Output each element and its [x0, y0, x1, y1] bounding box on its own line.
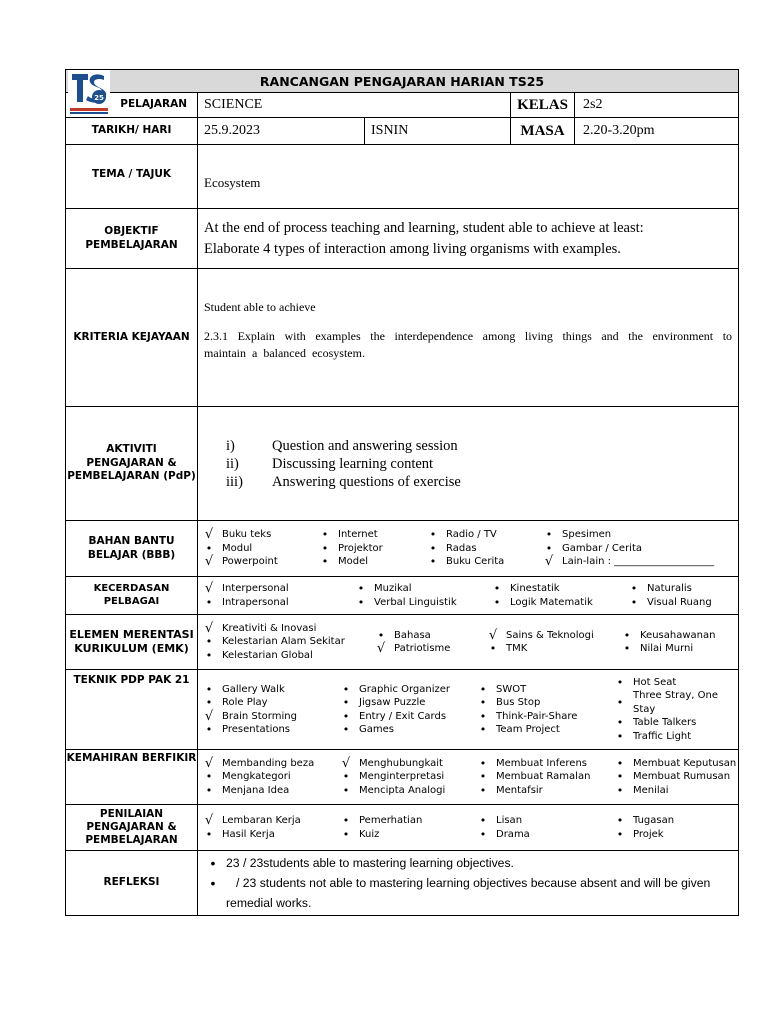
option-label: Internet [338, 529, 378, 541]
kriteria-label: KRITERIA KEJAYAAN [66, 269, 198, 407]
teknik-column [198, 683, 335, 737]
option-label: Entry / Exit Cards [359, 710, 447, 722]
bullet-icon: • [479, 827, 487, 841]
option-item [202, 828, 335, 842]
emk-column [482, 629, 616, 656]
bullet-icon: • [630, 595, 638, 609]
option-item [476, 828, 609, 842]
tema-row [66, 145, 739, 209]
option-label: Hot Seat [633, 676, 677, 688]
checkmark-icon: √ [204, 581, 214, 596]
date-value: 25.9.2023 [198, 118, 365, 145]
option-label: Intrapersonal [222, 596, 289, 608]
option-label: Kelestarian Global [222, 649, 313, 661]
option-item [202, 582, 350, 596]
kecerdasan-column [198, 582, 350, 609]
option-item [339, 757, 472, 771]
option-label: Gallery Walk [222, 683, 285, 695]
option-label: Menilai [633, 784, 669, 796]
option-item [490, 596, 623, 610]
school-logo [68, 70, 110, 116]
option-label: Membuat Inferens [496, 757, 587, 769]
kriteria-cell [198, 269, 739, 407]
penilaian-column [335, 814, 472, 841]
teknik-options [198, 670, 739, 750]
option-label: Pemerhatian [359, 815, 423, 826]
option-item [613, 770, 754, 784]
option-label: Kreativiti & Inovasi [222, 622, 317, 634]
kecerdasan-column [486, 582, 623, 609]
option-label: Bahasa [394, 629, 431, 641]
option-item [476, 757, 609, 771]
option-label: Keusahawanan [640, 629, 716, 641]
bullet-icon: • [479, 770, 487, 784]
bullet-icon: • [616, 696, 624, 709]
aktiviti-item: ii) Discussing learning content [226, 455, 434, 472]
bullet-icon: • [357, 595, 365, 609]
teknik-label: TEKNIK PDP PAK 21 [66, 670, 198, 750]
option-label: Radio / TV [446, 529, 497, 541]
option-item [202, 723, 335, 737]
option-item [202, 696, 335, 710]
checkmark-icon: √ [544, 554, 554, 570]
kecerdasan-column [623, 582, 754, 609]
option-item [339, 828, 472, 842]
bullet-icon: • [616, 756, 624, 770]
option-item [476, 696, 609, 710]
option-label: TMK [506, 643, 528, 654]
option-item [620, 642, 754, 656]
tema-value: Ecosystem [198, 145, 739, 209]
bullet-icon: • [205, 827, 213, 841]
option-item [613, 689, 754, 716]
option-label: Lembaran Kerja [222, 815, 301, 826]
refleksi-line: • 23 / 23students able to mastering learning objectives. [200, 853, 738, 873]
penilaian-columns [198, 814, 738, 841]
bullet-icon: • [429, 528, 437, 542]
tarikh-label: TARIKH/ HARI [66, 118, 198, 145]
option-label: Kelestarian Alam Sekitar [222, 636, 345, 648]
option-label: Buku Cerita [446, 556, 505, 568]
bullet-icon: • [616, 783, 624, 797]
option-label: Model [338, 556, 369, 568]
bbb-column [198, 528, 314, 569]
penilaian-options [198, 805, 739, 851]
option-label: Three Stray, One Stay [633, 690, 718, 715]
bbb-column [314, 528, 422, 569]
option-item [202, 683, 335, 697]
bullet-icon: • [205, 682, 213, 696]
tarikh-row [66, 118, 739, 145]
bullet-icon: • [321, 555, 329, 569]
option-label: Gambar / Cerita [562, 542, 643, 554]
bullet-icon: • [342, 814, 350, 827]
option-item [339, 723, 472, 737]
option-label: Drama [496, 828, 530, 840]
bullet-icon: • [210, 875, 216, 891]
bullet-icon: • [342, 783, 350, 797]
option-label: Presentations [222, 724, 291, 735]
kelas-value: 2s2 [575, 93, 739, 118]
bullet-icon: • [205, 635, 213, 649]
kemahiran-column [198, 757, 335, 798]
kriteria-row [66, 269, 739, 407]
checkmark-icon: √ [376, 641, 386, 656]
option-label: Muzikal [374, 583, 412, 594]
refleksi-row [66, 851, 739, 916]
option-item [476, 770, 609, 784]
bbb-columns [198, 521, 738, 576]
option-item [354, 596, 486, 610]
penilaian-row [66, 805, 739, 851]
option-item [202, 555, 314, 569]
option-item [627, 596, 754, 610]
option-item [339, 683, 472, 697]
kecerdasan-row [66, 577, 739, 615]
logo-number: 25 [94, 94, 104, 102]
option-label: Games [359, 724, 394, 735]
bbb-column [422, 528, 538, 569]
aktiviti-item: i) Question and answering session [226, 437, 458, 454]
bullet-icon: • [489, 642, 497, 655]
option-label: Verbal Linguistik [374, 596, 457, 608]
option-item [339, 770, 472, 784]
option-label: Patriotisme [394, 643, 451, 654]
bullet-icon: • [493, 582, 501, 595]
option-label: Sains & Teknologi [506, 629, 594, 641]
option-label: Membanding beza [222, 757, 315, 769]
option-item [542, 528, 742, 542]
option-item [627, 582, 754, 596]
pelajaran-label: PELAJARAN [66, 93, 198, 118]
option-item [202, 710, 335, 724]
option-item [202, 635, 370, 649]
option-item [202, 649, 370, 663]
bullet-icon: • [357, 582, 365, 595]
aktiviti-list [198, 407, 739, 521]
refleksi-line: • / 23 students not able to mastering learning objectives because absent and will be given [200, 873, 738, 893]
bullet-icon: • [205, 723, 213, 736]
option-label: Nilai Murni [640, 643, 694, 654]
option-label: Spesimen [562, 529, 612, 541]
checkmark-icon: √ [341, 755, 351, 771]
option-label: Radas [446, 542, 477, 554]
option-item [202, 528, 314, 542]
bullet-icon: • [205, 648, 213, 662]
option-item [354, 582, 486, 596]
option-item [374, 642, 482, 656]
checkmark-icon: √ [204, 755, 214, 771]
option-item [426, 528, 538, 542]
option-item [490, 582, 623, 596]
option-item [476, 723, 609, 737]
bullet-icon: • [545, 528, 553, 542]
bullet-icon: • [616, 716, 624, 730]
objektif-cell [198, 209, 739, 269]
teknik-column [472, 683, 609, 737]
bullet-icon: • [205, 595, 213, 609]
checkmark-icon: √ [488, 627, 498, 643]
teknik-column [609, 676, 754, 744]
objektif-line-1: At the end of process teaching and learning, student able to achieve at least: [204, 219, 644, 236]
bullet-icon: • [479, 783, 487, 797]
option-item [613, 716, 754, 730]
bullet-icon: • [377, 628, 385, 642]
bullet-icon: • [321, 541, 329, 555]
option-item [613, 730, 754, 744]
aktiviti-label: AKTIVITI PENGAJARAN & PEMBELAJARAN (PdP) [66, 407, 198, 521]
kecerdasan-columns [198, 582, 738, 609]
option-item [613, 828, 754, 842]
bullet-icon: • [616, 729, 624, 743]
kecerdasan-column [350, 582, 486, 609]
option-label: Team Project [496, 724, 560, 735]
option-label: Interpersonal [222, 583, 289, 594]
checkmark-icon: √ [204, 554, 214, 570]
refleksi-label: REFLEKSI [66, 851, 198, 916]
masa-value: 2.20-3.20pm [575, 118, 739, 145]
bullet-icon: • [479, 709, 487, 723]
option-label: Lain-lain : ____________________ [562, 556, 715, 568]
lesson-plan-table [65, 69, 739, 916]
bullet-icon: • [342, 827, 350, 841]
kriteria-intro: Student able to achieve [204, 300, 316, 314]
emk-options [198, 615, 739, 670]
teknik-column [335, 683, 472, 737]
option-label: Think-Pair-Share [496, 710, 578, 722]
option-item [542, 542, 742, 556]
option-item [339, 710, 472, 724]
refleksi-line: remedial works. [226, 896, 312, 910]
title-row [66, 70, 739, 93]
checkmark-icon: √ [204, 708, 214, 724]
option-label: Brain Storming [222, 710, 297, 722]
objektif-label: OBJEKTIF PEMBELAJARAN [66, 209, 198, 269]
emk-label: ELEMEN MERENTASI KURIKULUM (EMK) [66, 615, 198, 670]
option-label: Buku teks [222, 529, 272, 541]
option-label: Membuat Keputusan [633, 757, 737, 769]
bullet-icon: • [545, 541, 553, 555]
option-item [339, 696, 472, 710]
option-item [318, 528, 422, 542]
option-item [476, 683, 609, 697]
bullet-icon: • [623, 628, 631, 642]
bullet-icon: • [479, 756, 487, 770]
option-label: Jigsaw Puzzle [359, 697, 426, 708]
option-item [374, 629, 482, 643]
penilaian-column [609, 814, 754, 841]
emk-columns [198, 622, 738, 663]
checkmark-icon: √ [204, 527, 214, 543]
kemahiran-columns [198, 757, 738, 798]
kemahiran-column [609, 757, 754, 798]
option-label: Mentafsir [496, 784, 543, 796]
bullet-icon: • [342, 723, 350, 736]
bullet-icon: • [479, 814, 487, 827]
bullet-icon: • [493, 595, 501, 609]
bullet-icon: • [616, 770, 624, 784]
option-label: Graphic Organizer [359, 683, 451, 695]
bbb-row [66, 521, 739, 577]
bullet-icon: • [429, 541, 437, 555]
kemahiran-column [472, 757, 609, 798]
option-item [339, 814, 472, 828]
option-item [202, 622, 370, 636]
option-label: Kuiz [359, 828, 380, 840]
bullet-icon: • [616, 814, 624, 827]
option-label: SWOT [496, 683, 527, 695]
bbb-label: BAHAN BANTU BELAJAR (BBB) [66, 521, 198, 577]
checkmark-icon: √ [204, 620, 214, 636]
option-item [202, 814, 335, 828]
bullet-icon: • [205, 770, 213, 784]
option-item [202, 770, 335, 784]
option-item [542, 555, 742, 569]
bullet-icon: • [479, 723, 487, 736]
bullet-icon: • [479, 682, 487, 696]
bbb-options [198, 521, 739, 577]
option-label: Menjana Idea [222, 784, 290, 796]
bullet-icon: • [623, 642, 631, 655]
option-label: Visual Ruang [647, 596, 712, 608]
bullet-icon: • [210, 855, 216, 871]
option-label: Powerpoint [222, 556, 278, 568]
option-label: Mengkategori [222, 771, 291, 783]
plan-title: RANCANGAN PENGAJARAN HARIAN TS25 [66, 70, 739, 93]
bullet-icon: • [630, 582, 638, 595]
bullet-icon: • [205, 541, 213, 555]
kriteria-item: 2.3.1 Explain with examples the interdependence among living things and the environment to maintain a balanced ecosystem. [204, 329, 733, 360]
bullet-icon: • [429, 555, 437, 569]
kecerdasan-options [198, 577, 739, 615]
option-item [426, 555, 538, 569]
kemahiran-options [198, 750, 739, 805]
objektif-row [66, 209, 739, 269]
option-item [318, 542, 422, 556]
bullet-icon: • [616, 827, 624, 841]
bullet-icon: • [479, 696, 487, 709]
kemahiran-row [66, 750, 739, 805]
kemahiran-label: KEMAHIRAN BERFIKIR [66, 750, 198, 805]
option-item [202, 542, 314, 556]
day-value: ISNIN [365, 118, 511, 145]
masa-label: MASA [511, 118, 575, 145]
emk-row [66, 615, 739, 670]
option-item [613, 757, 754, 771]
objektif-line-2: Elaborate 4 types of interaction among living organisms with examples. [204, 240, 621, 257]
option-label: Table Talkers [633, 717, 697, 729]
option-label: Naturalis [647, 583, 692, 594]
pelajaran-row [66, 93, 739, 118]
option-label: Mencipta Analogi [359, 784, 446, 796]
option-item [339, 784, 472, 798]
option-item [202, 757, 335, 771]
option-label: Membuat Ramalan [496, 771, 591, 783]
option-item [613, 676, 754, 690]
bullet-icon: • [342, 696, 350, 709]
option-label: Menghubungkait [359, 757, 443, 769]
option-item [620, 629, 754, 643]
option-item [476, 784, 609, 798]
option-item [613, 784, 754, 798]
option-label: Hasil Kerja [222, 828, 275, 840]
bullet-icon: • [342, 709, 350, 723]
option-label: Kinestatik [510, 583, 560, 594]
option-item [613, 814, 754, 828]
emk-column [198, 622, 370, 663]
option-item [318, 555, 422, 569]
penilaian-column [198, 814, 335, 841]
option-item [476, 710, 609, 724]
aktiviti-item: iii) Answering questions of exercise [226, 473, 461, 490]
aktiviti-row [66, 407, 739, 521]
bullet-icon: • [616, 675, 624, 689]
option-item [486, 629, 616, 643]
penilaian-label: PENILAIAN PENGAJARAN & PEMBELAJARAN [66, 805, 198, 851]
option-label: Menginterpretasi [359, 771, 445, 783]
option-label: Tugasan [633, 815, 675, 826]
option-label: Role Play [222, 697, 268, 708]
kemahiran-column [335, 757, 472, 798]
option-item [486, 642, 616, 656]
kelas-label: KELAS [511, 93, 575, 118]
tema-label: TEMA / TAJUK [66, 145, 198, 209]
teknik-columns [198, 676, 738, 744]
option-label: Membuat Rumusan [633, 771, 731, 783]
option-item [426, 542, 538, 556]
bullet-icon: • [342, 770, 350, 784]
option-label: Bus Stop [496, 697, 541, 708]
refleksi-cell [198, 851, 739, 916]
bullet-icon: • [321, 528, 329, 542]
subject-value: SCIENCE [198, 93, 511, 118]
option-item [202, 596, 350, 610]
option-label: Lisan [496, 815, 523, 826]
kecerdasan-label: KECERDASAN PELBAGAI [66, 577, 198, 615]
emk-column [370, 629, 482, 656]
option-label: Traffic Light [633, 730, 692, 742]
bullet-icon: • [342, 682, 350, 696]
bullet-icon: • [205, 783, 213, 797]
option-label: Modul [222, 542, 253, 554]
option-label: Logik Matematik [510, 596, 593, 608]
teknik-row [66, 670, 739, 750]
checkmark-icon: √ [204, 813, 214, 828]
penilaian-column [472, 814, 609, 841]
bullet-icon: • [205, 696, 213, 709]
option-label: Projek [633, 828, 664, 840]
option-label: Projektor [338, 542, 383, 554]
bbb-column [538, 528, 742, 569]
emk-column [616, 629, 754, 656]
option-item [202, 784, 335, 798]
option-item [476, 814, 609, 828]
